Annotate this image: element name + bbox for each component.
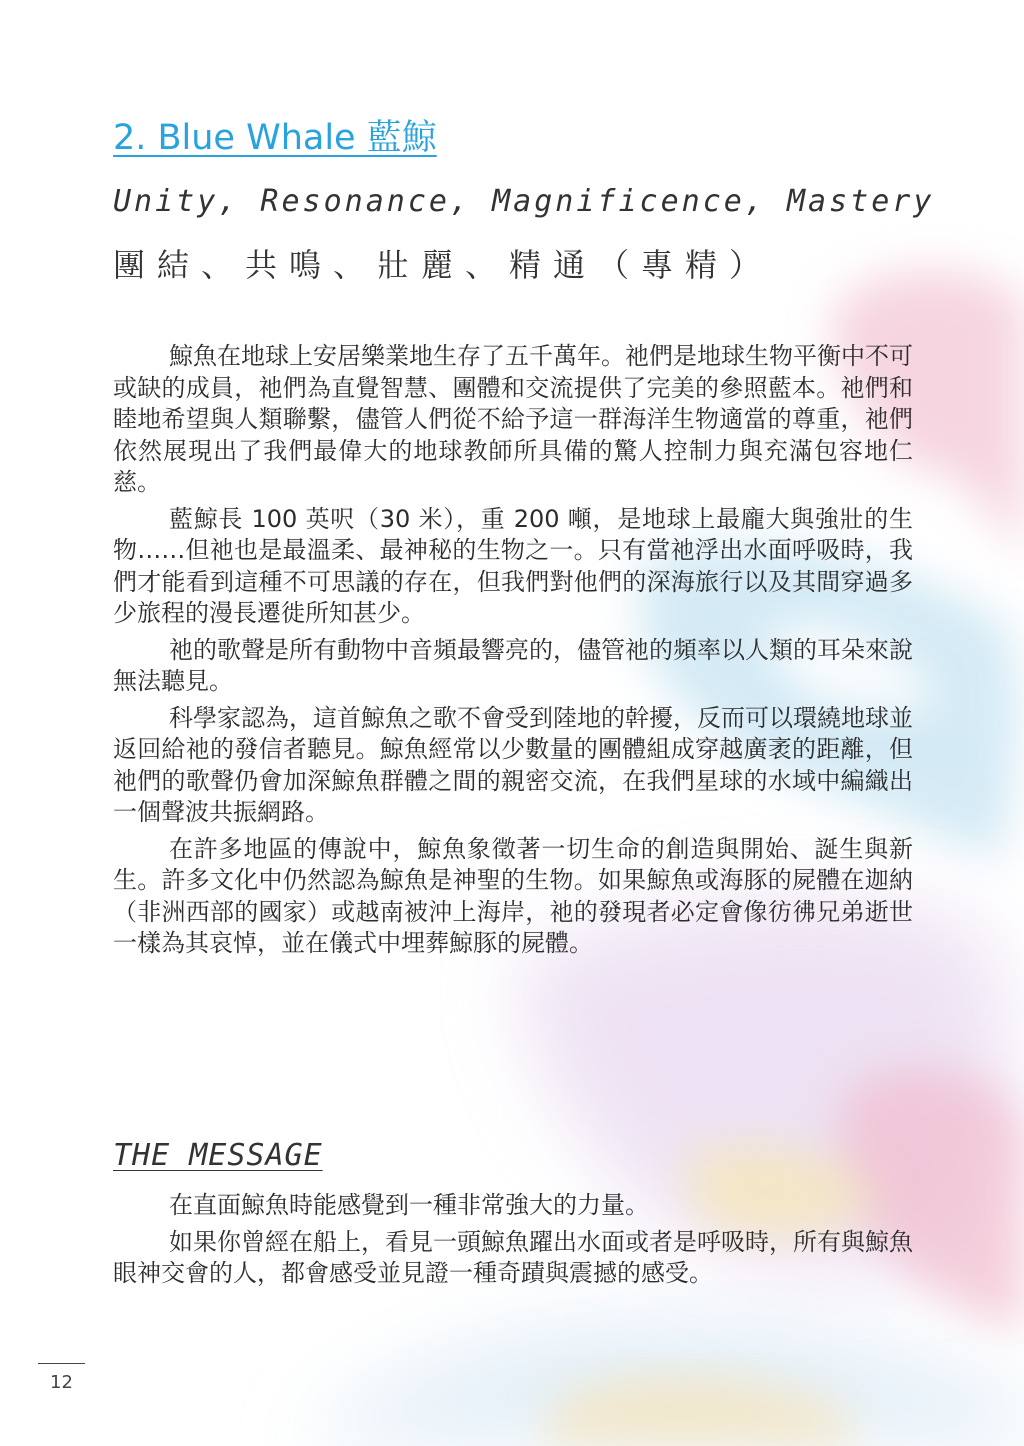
keywords-chinese: 團結、共鳴、壯麗、精通（專精） — [113, 246, 774, 284]
paragraph: 藍鯨長 100 英呎（30 米），重 200 噸，是地球上最龐大與強壯的生物……但祂也是最溫柔、最神秘的生物之一。只有當祂浮出水面呼吸時，我們才能看到這種不可思議的存在，但我們對他們的深海旅行以及其間穿過多少旅程的漫長遷徙所知甚少。 — [113, 504, 913, 627]
paragraph: 科學家認為，這首鯨魚之歌不會受到陸地的幹擾，反而可以環繞地球並返回給祂的發信者聽見。鯨魚經常以少數量的團體組成穿越廣袤的距離，但祂們的歌聲仍會加深鯨魚群體之間的親密交流，在我們星球的水域中編織出一個聲波共振網路。 — [113, 703, 913, 826]
paragraph: 鯨魚在地球上安居樂業地生存了五千萬年。祂們是地球生物平衡中不可或缺的成員，祂們為直覺智慧、團體和交流提供了完美的參照藍本。祂們和睦地希望與人類聯繫，儘管人們從不給予這一群海洋生物適當的尊重，祂們依然展現出了我們最偉大的地球教師所具備的驚人控制力與充滿包容地仁慈。 — [113, 342, 913, 496]
message-paragraph: 在直面鯨魚時能感覺到一種非常強大的力量。 — [169, 1191, 649, 1219]
message-heading: THE MESSAGE — [113, 1138, 323, 1173]
body-text — [113, 341, 913, 965]
keywords-english: Unity, Resonance, Magnificence, Mastery — [113, 184, 935, 219]
page-number: 12 — [50, 1372, 73, 1393]
page-number-rule — [38, 1363, 85, 1364]
message-text — [113, 1190, 913, 1295]
section-title: 2. Blue Whale 藍鯨 — [113, 118, 437, 158]
message-paragraph: 如果你曾經在船上，看見一頭鯨魚躍出水面或者是呼吸時，所有與鯨魚眼神交會的人，都會感受並見證一種奇蹟與震撼的感受。 — [113, 1227, 913, 1287]
paragraph: 在許多地區的傳說中，鯨魚象徵著一切生命的創造與開始、誕生與新生。許多文化中仍然認為鯨魚是神聖的生物。如果鯨魚或海豚的屍體在迦納（非洲西部的國家）或越南被沖上海岸，祂的發現者必定會像彷彿兄弟逝世一樣為其哀悼，並在儀式中埋葬鯨豚的屍體。 — [113, 834, 913, 957]
paragraph: 祂的歌聲是所有動物中音頻最響亮的，儘管祂的頻率以人類的耳朵來說無法聽見。 — [113, 635, 913, 695]
